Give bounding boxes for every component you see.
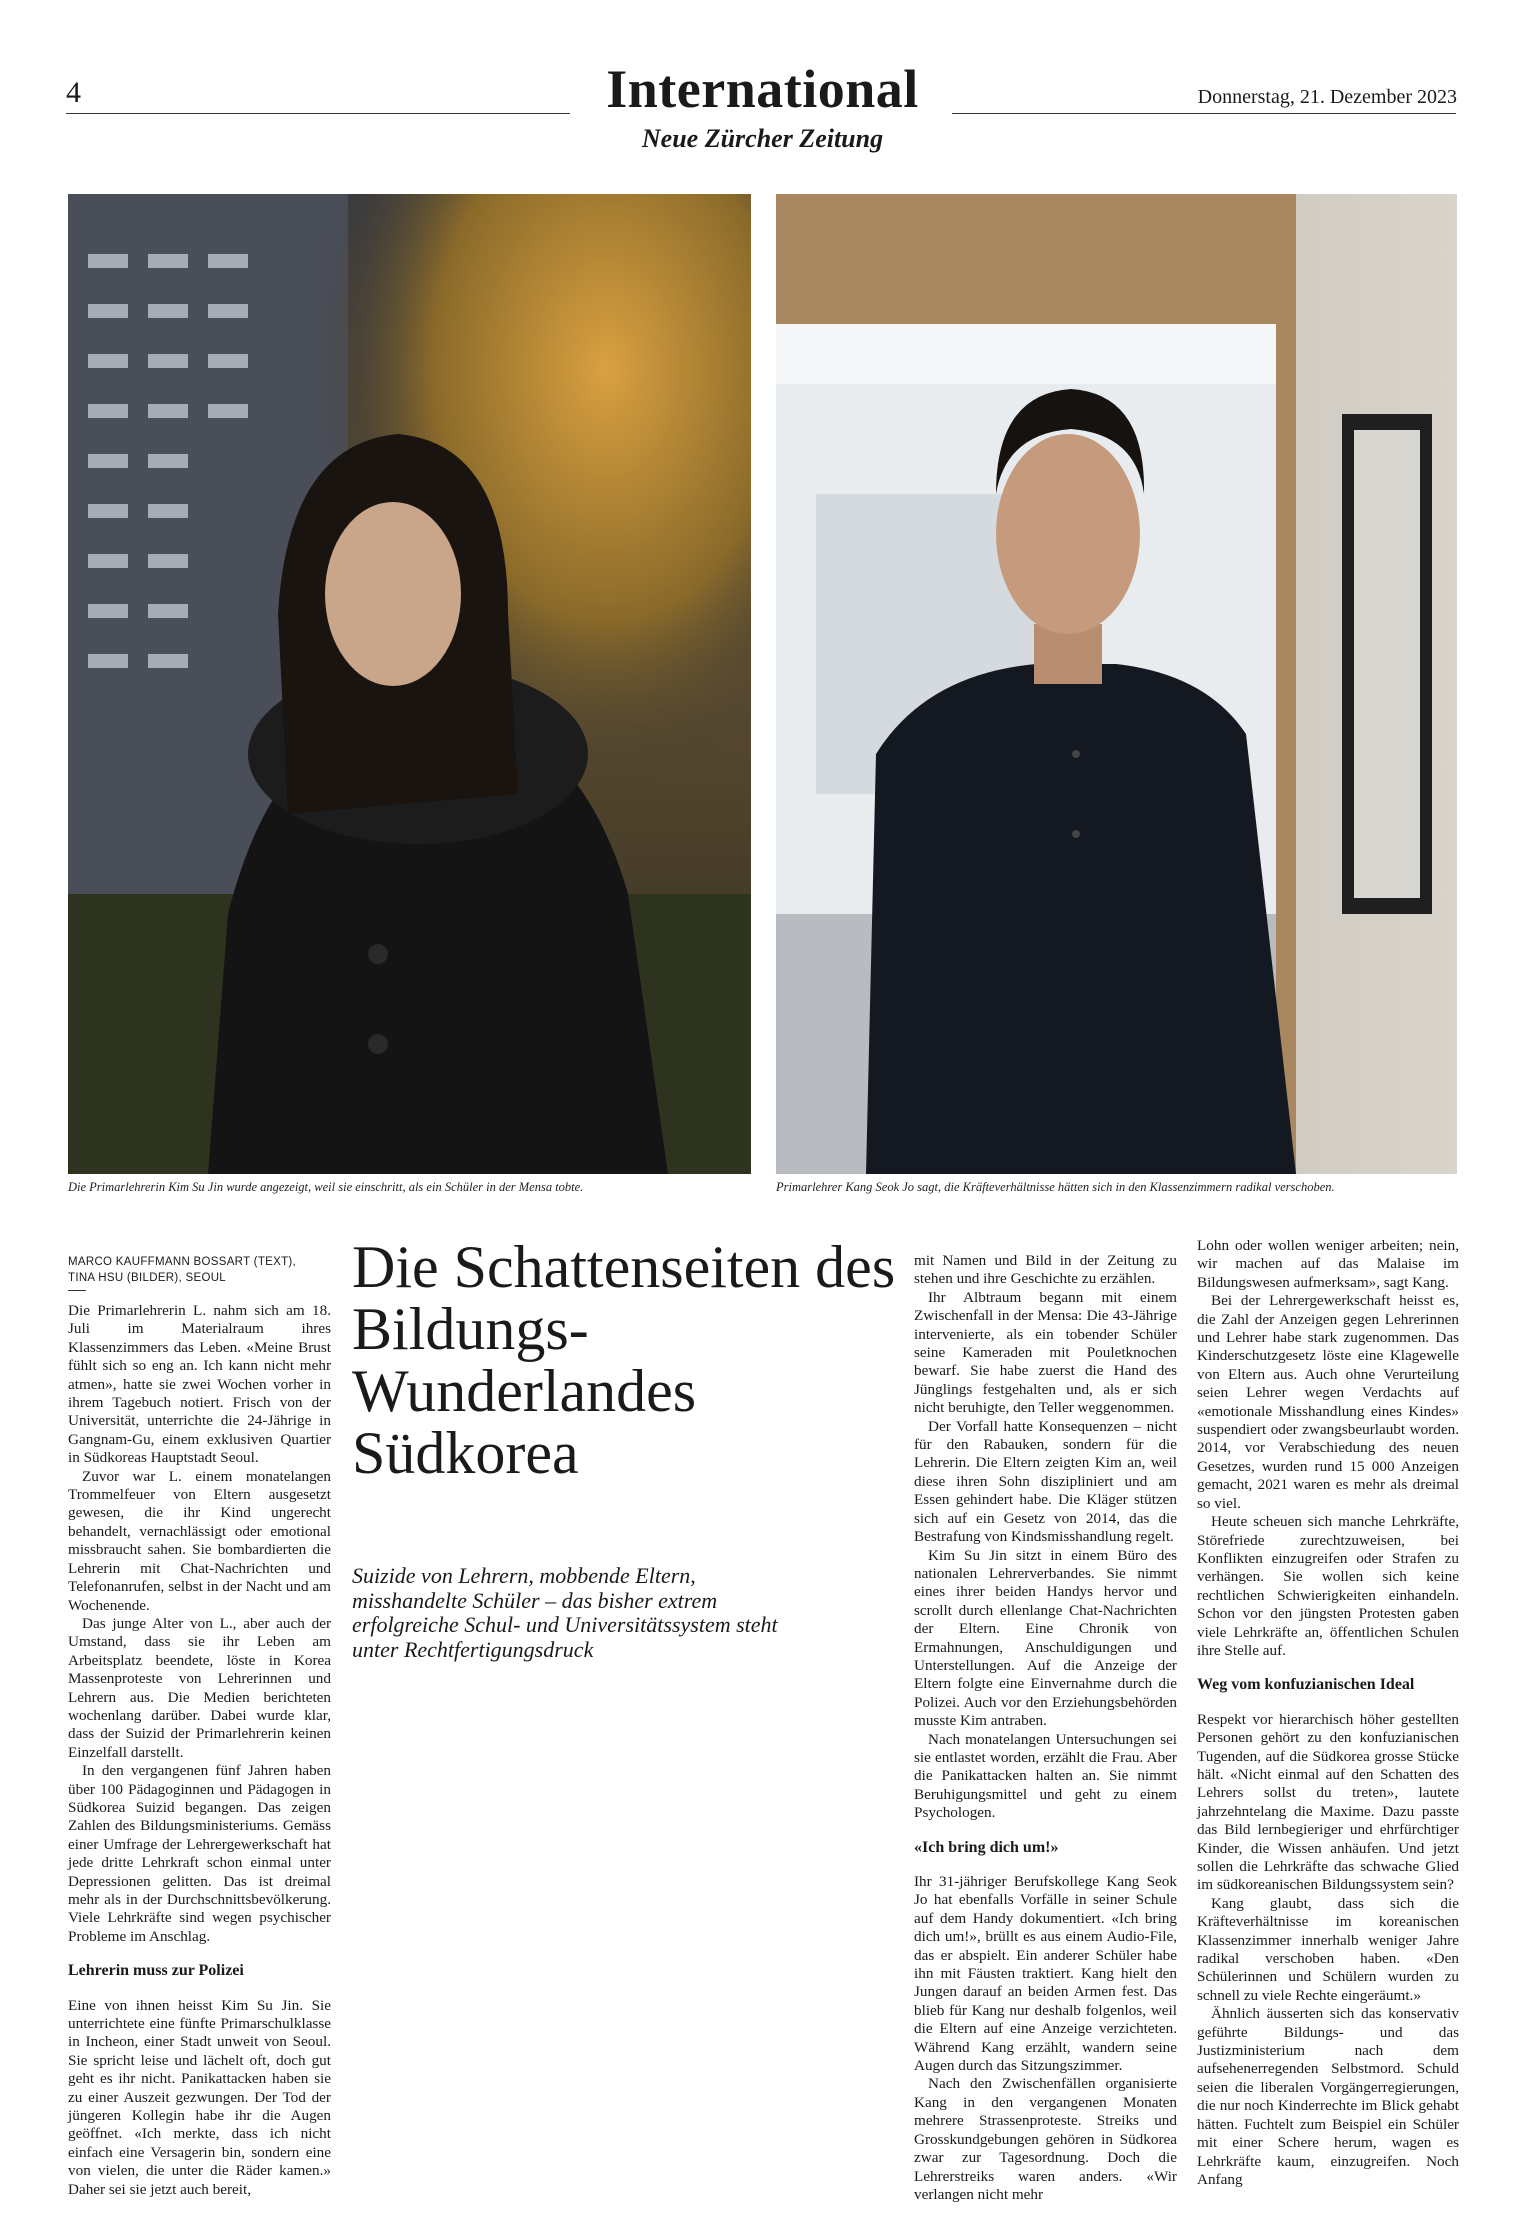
byline <box>68 1254 296 1286</box>
photo-kim-su-jin <box>68 194 751 1174</box>
article-column-1 <box>68 1302 331 2199</box>
page-number: 4 <box>66 76 81 109</box>
paragraph: Ihr 31-jähriger Berufskollege Kang Seok Jo hat ebenfalls Vorfälle in seiner Schule auf dem Handy dokumentiert. «Ich bring dich um!», brüllt es aus einem Audio-File, das er abspielt. Ein anderer Schüler habe ihn mit Fäusten traktiert. Kang hielt den Jungen darauf an beiden Armen fest. Das blieb für Kang nur deshalb folgenlos, weil die Eltern auf eine Anzeige verzichteten. Während Kang erzählt, wandern seine Augen durch das Sitzungszimmer. <box>914 1873 1177 2075</box>
paragraph: Heute scheuen sich manche Lehrkräfte, Störefriede zurechtzuweisen, bei Konflikten einzugreifen oder Strafen zu verhängen. Sie wollen sich keine rechtlichen Schwierigkeiten einhandeln. Schon vor den jüngsten Protesten gaben viele Lehrkräfte an, öffentlichen Schulen ihre Stelle auf. <box>1197 1513 1459 1659</box>
paragraph: Kang glaubt, dass sich die Kräfteverhältnisse im koreanischen Klassenzimmer innerhalb weniger Jahre radikal verschoben haben. «Den Schülerinnen und Schülern wurden zu schnell zu viele Rechte eingeräumt.» <box>1197 1894 1459 2004</box>
header-rule-right <box>952 113 1456 114</box>
photo-kang-seok-jo <box>776 194 1457 1174</box>
masthead-logo: Neue Zürcher Zeitung <box>641 124 884 153</box>
paragraph: Bei der Lehrergewerkschaft heisst es, die Zahl der Anzeigen gegen Lehrerinnen und Lehrer habe stark zugenommen. Das Kinderschutzgesetz löste eine Klagewelle von Eltern aus. Auch ohne Verurteilung seien Lehrer wegen Verdachts auf «emotionale Misshandlung eines Kindes» suspendiert oder zwangsbeurlaubt worden. 2014, vor Verabschiedung des neuen Gesetzes, wurden rund 15 000 Anzeigen gemacht, 2021 waren es mehr als dreimal so viel. <box>1197 1292 1459 1512</box>
photo-caption-right: Primarlehrer Kang Seok Jo sagt, die Kräfteverhältnisse hätten sich in den Klassenzimmern radikal verschoben. <box>776 1180 1335 1194</box>
photo-caption-left: Die Primarlehrerin Kim Su Jin wurde angezeigt, weil sie einschritt, als ein Schüler in der Mensa tobte. <box>68 1180 584 1194</box>
paragraph: Die Primarlehrerin L. nahm sich am 18. Juli im Materialraum ihres Klassenzimmers das Leben. «Meine Brust fühlt sich so eng an. Ich kann nicht mehr atmen», hatte sie zwei Wochen vorher in ihrem Tagebuch notiert. Frisch von der Universität, unterrichte die 24-Jährige in Gangnam-Gu, einem exklusiven Quartier in Südkoreas Hauptstadt Seoul. <box>68 1302 331 1467</box>
article-lead: Suizide von Lehrern, mobbende Eltern, misshandelte Schüler – das bisher extrem erfolgreiche Schul- und Universitätssystem steht unter Rechtfertigungsdruck <box>352 1563 778 1662</box>
paragraph: In den vergangenen fünf Jahren haben über 100 Pädagoginnen und Pädagogen in Südkorea Suizid begangen. Das zeigen Zahlen des Bildungsministeriums. Gemäss einer Umfrage der Lehrergewerkschaft hat jede dritte Lehrkraft schon einmal unter Depressionen gelitten. Das ist dreimal mehr als in der Durchschnittsbevölkerung. Viele Lehrkräfte sind wegen psychischer Probleme im Anschlag. <box>68 1762 331 1945</box>
article-headline: Die Schattenseiten des Bildungs-Wunderlandes Südkorea <box>352 1234 896 1486</box>
subheading: Lehrerin muss zur Polizei <box>68 1962 244 1980</box>
article-column-3 <box>914 1252 1177 2204</box>
paragraph: Eine von ihnen heisst Kim Su Jin. Sie unterrichtete eine fünfte Primarschulklasse in Incheon, einer Stadt unweit von Seoul. Sie spricht leise und lächelt oft, doch gut geht es ihr nicht. Panikattacken haben sie zu einer Auszeit gezwungen. Der Tod der jüngeren Kollegin habe ihr die Augen geöffnet. «Ich merkte, dass ich nicht einfach eine Versagerin bin, sondern eine von vielen, die unter die Räder kamen.» Daher sei sie jetzt auch bereit, <box>68 1996 331 2198</box>
paragraph: Nach monatelangen Untersuchungen sei sie entlastet worden, erzählt die Frau. Aber die Panikattacken halten an. Sie nimmt Beruhigungsmittel und geht zu einem Psychologen. <box>914 1730 1177 1822</box>
paragraph: Ähnlich äusserten sich das konservativ geführte Bildungs- und das Justizministerium nach dem aufsehenerregenden Selbstmord. Schuld seien die liberalen Vorgängerregierungen, die nur noch Kinderrechte im Blick gehabt hätten. Fuchtelt zum Beispiel ein Schüler mit einer Schere herum, wagen es Lehrkräfte kaum, einzugreifen. Noch Anfang <box>1197 2005 1459 2188</box>
issue-date: Donnerstag, 21. Dezember 2023 <box>1197 86 1457 108</box>
byline-photographer: TINA HSU (BILDER), SEOUL <box>68 1272 227 1284</box>
paragraph: Das junge Alter von L., aber auch der Umstand, dass sie ihr Leben am Arbeitsplatz beendete, löste in Korea Massenproteste von Lehrerinnen und Lehrern aus. Die Medien berichteten wochenlang darüber. Dabei wurde klar, dass der Suizid der Primarlehrerin keinen Einzelfall darstellt. <box>68 1614 331 1761</box>
paragraph: Respekt vor hierarchisch höher gestellten Personen gehört zu den konfuzianischen Tugenden, auf die Südkorea grosse Stücke hält. «Nicht einmal auf den Schatten des Lehrers sollst du treten», lautete jahrzehntelang die Maxime. Dazu passte das Bild lernbegieriger und ehrfürchtiger Kinder, die Wissen anhäufen. Und jetzt sollen die Lehrkräfte das schwache Glied im südkoreanischen Bildungssystem sein? <box>1197 1710 1459 1894</box>
paragraph: Kim Su Jin sitzt in einem Büro des nationalen Lehrerverbandes. Sie nimmt eines ihrer beiden Handys hervor und scrollt durch ellenlange Chat-Nachrichten der Eltern. Eine Chronik von Ermahnungen, Anschuldigungen und Unterstellungen. Auf die Anzeige der Eltern folgte eine Einvernahme durch die Polizei. Auch vor den Erziehungsbehörden musste Kim antraben. <box>914 1546 1177 1730</box>
paragraph: Der Vorfall hatte Konsequenzen – nicht für den Rabauken, sondern für die Lehrerin. Die Eltern zeigten Kim an, weil diese ihren Sohn diszipliniert und am Essen gehindert habe. Die Kläger stützen sich auf ein Gesetz von 2014, das die Bestrafung von Kindsmisshandlung regelt. <box>914 1417 1177 1546</box>
byline-rule <box>68 1290 86 1291</box>
subheading: Weg vom konfuzianischen Ideal <box>1197 1676 1415 1694</box>
paragraph: Lohn oder wollen weniger arbeiten; nein, wir machen auf das Malaise im Bildungswesen aufmerksam», sagt Kang. <box>1197 1237 1459 1291</box>
paragraph: Ihr Albtraum begann mit einem Zwischenfall in der Mensa: Die 43-Jährige intervenierte, als ein tobender Schüler seine Kameraden mit Pouletknochen bewarf. Sie habe zuerst die Hand des Jünglings festgehalten und, als er sich nicht beruhigte, den Teller weggenommen. <box>914 1288 1177 1417</box>
paragraph: Nach den Zwischenfällen organisierte Kang in den vergangenen Monaten mehrere Strassenproteste. Streiks und Grosskundgebungen gehören in Südkorea zwar zur Tagesordnung. Doch die Lehrerstreiks waren anders. «Wir verlangen nicht mehr <box>914 2075 1177 2203</box>
article-column-4 <box>1197 1237 1459 2189</box>
byline-author: MARCO KAUFFMANN BOSSART (TEXT), <box>68 1256 297 1268</box>
paragraph: Zuvor war L. einem monatelangen Trommelfeuer von Eltern ausgesetzt gewesen, die ihr Kind ungerecht behandelt, vernachlässigt oder emotional missbraucht sahen. Sie bombardierten die Lehrerin mit Chat-Nachrichten und Telefonanrufen, selbst in der Nacht und am Wochenende. <box>68 1467 331 1614</box>
subheading: «Ich bring dich um!» <box>914 1838 1059 1856</box>
section-title: International <box>606 59 919 119</box>
paragraph: mit Namen und Bild in der Zeitung zu stehen und ihre Geschichte zu erzählen. <box>914 1252 1177 1288</box>
